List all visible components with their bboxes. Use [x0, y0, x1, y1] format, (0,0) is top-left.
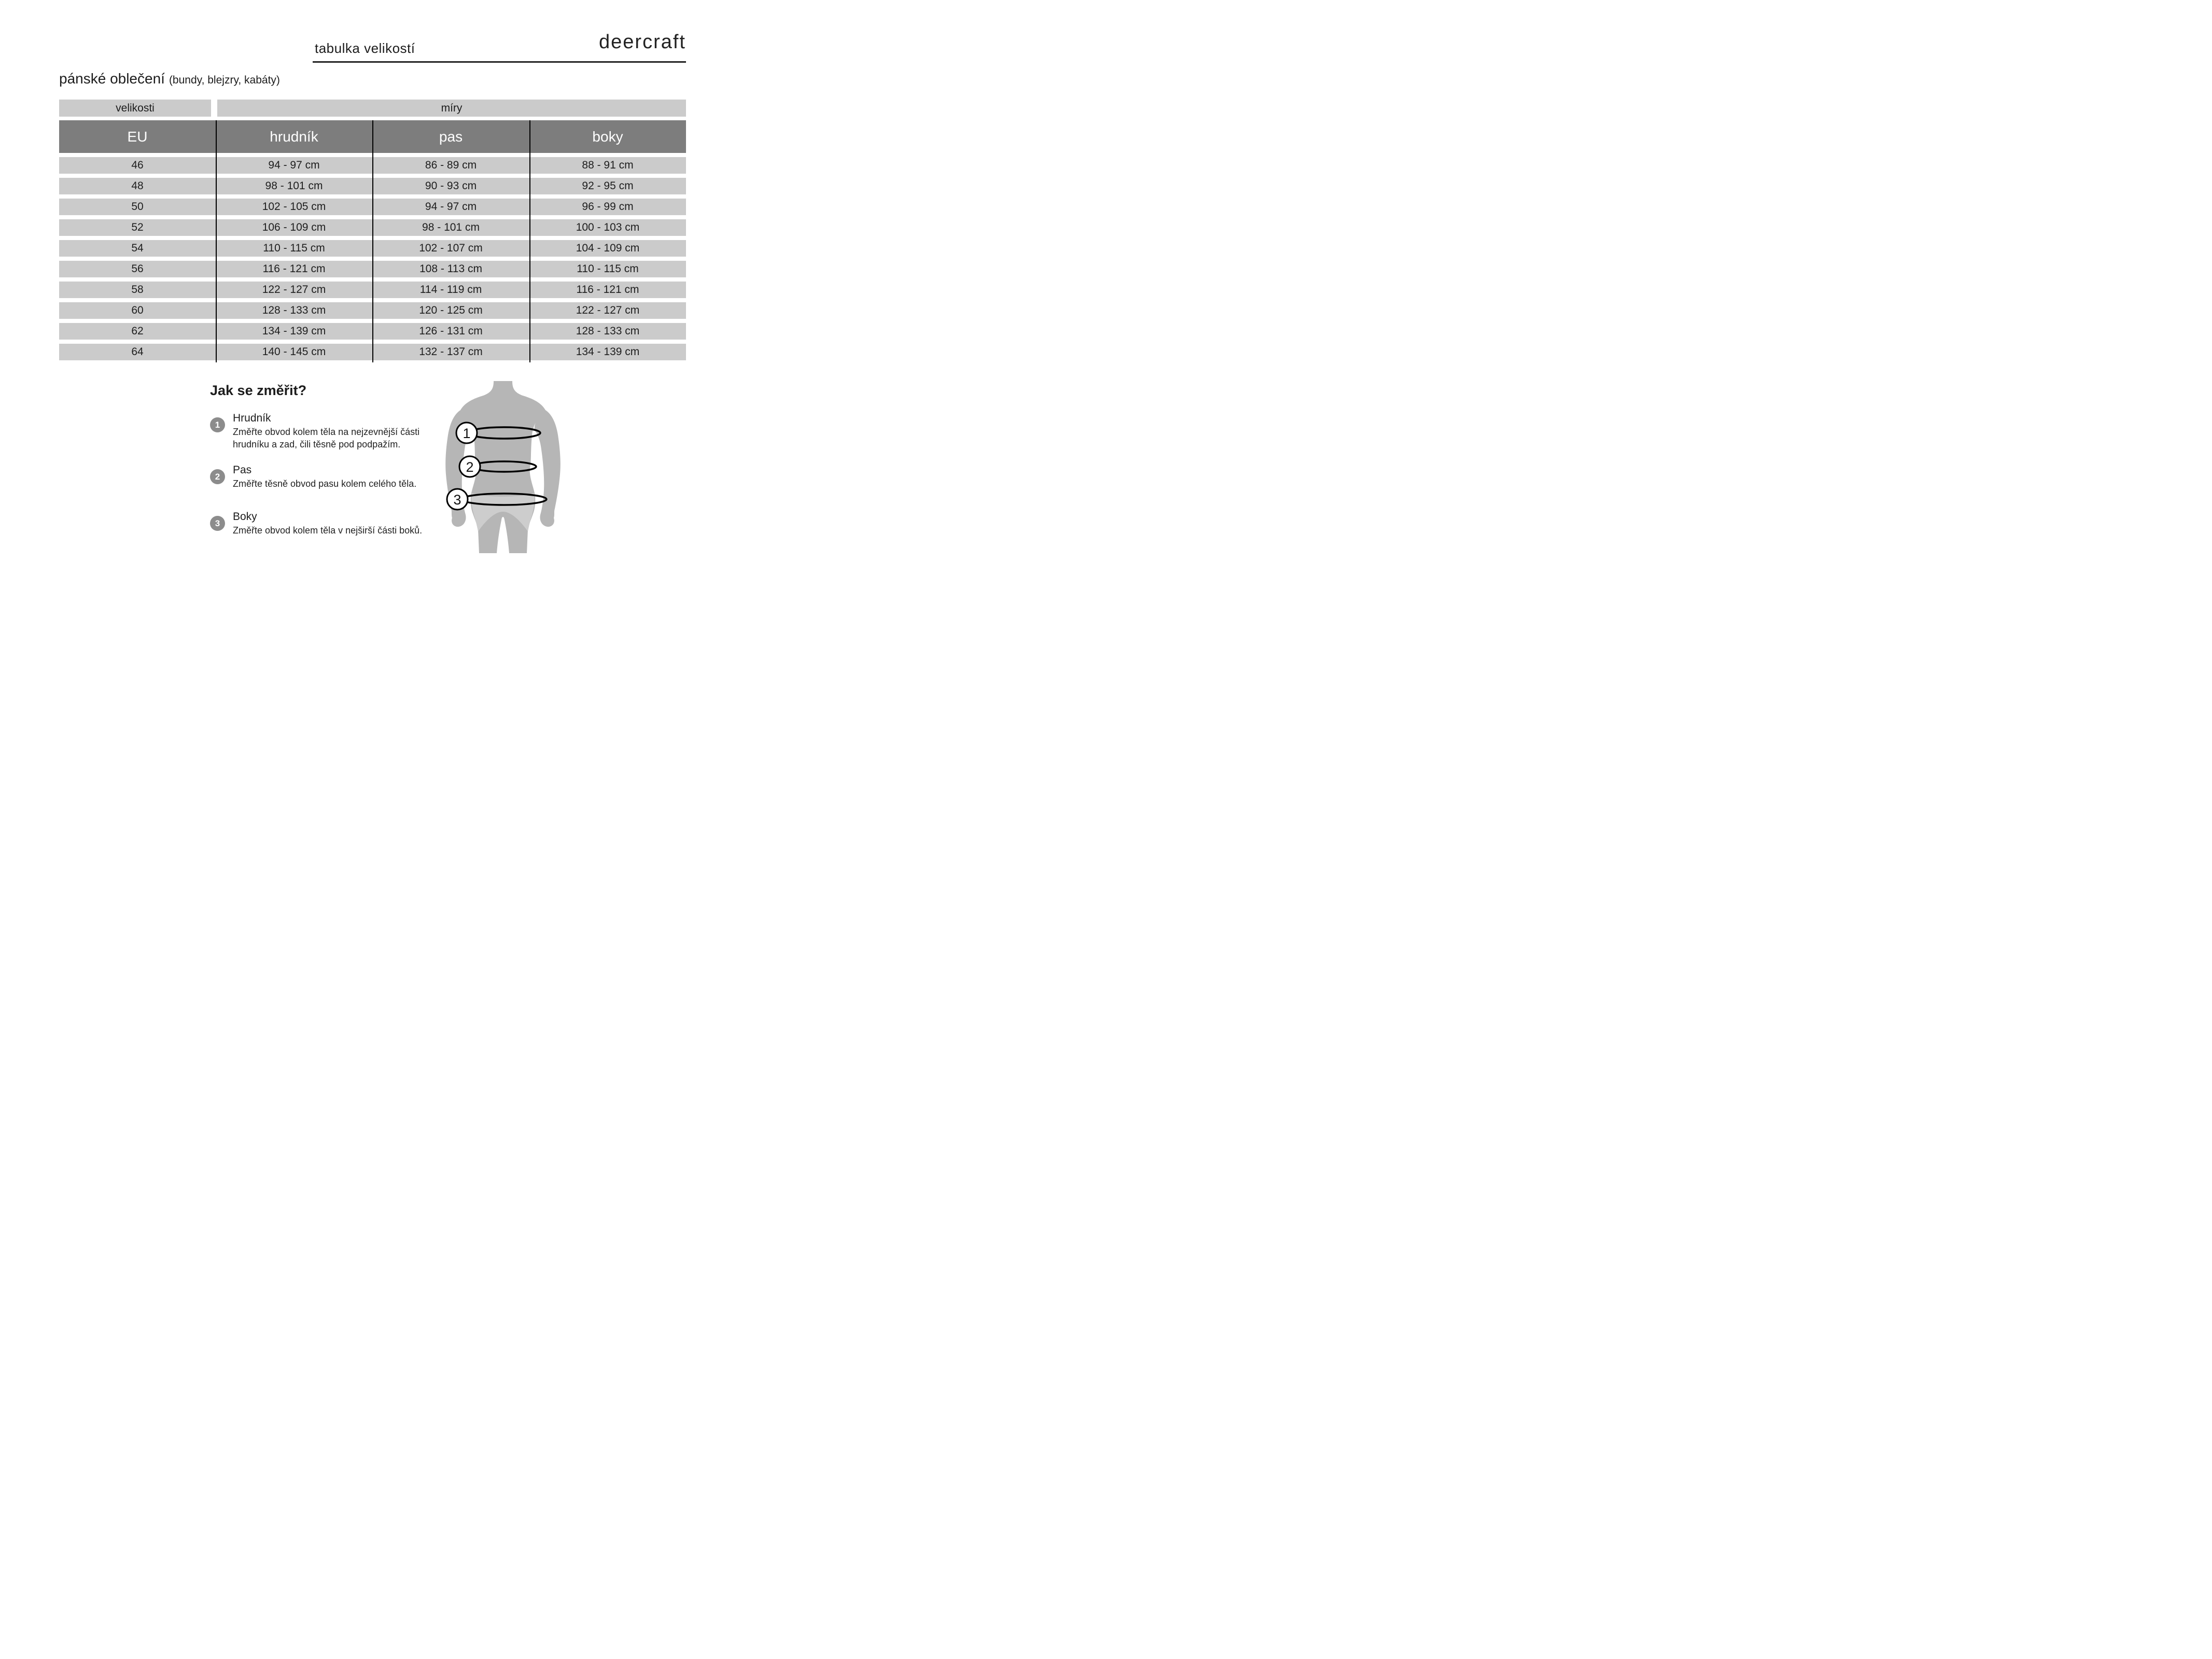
figure-marker-1: 1	[463, 426, 471, 441]
category-note: (bundy, blejzry, kabáty)	[169, 74, 280, 86]
column-divider	[372, 120, 373, 362]
category-subtitle	[59, 71, 280, 87]
table-cell: 122 - 127 cm	[262, 284, 326, 296]
table-cell: 128 - 133 cm	[262, 304, 326, 316]
step-text	[233, 412, 451, 451]
table-cell: 50	[131, 201, 144, 213]
category-name: pánské oblečení	[59, 71, 165, 87]
table-cell: 62	[131, 325, 144, 337]
step-label: Hrudník	[233, 412, 271, 424]
step-description: Změřte obvod kolem těla na nejzevnější části hrudníku a zad, čili těsně pod podpažím.	[233, 427, 420, 450]
guide-step-hrudnik	[210, 412, 451, 451]
table-cell: 98 - 101 cm	[265, 180, 323, 192]
table-cell: 108 - 113 cm	[419, 263, 482, 275]
table-cell: 88 - 91 cm	[582, 159, 634, 171]
column-header-boky: boky	[592, 128, 623, 145]
table-cell: 128 - 133 cm	[576, 325, 640, 337]
table-cell: 94 - 97 cm	[268, 159, 320, 171]
step-3-badge: 3	[210, 516, 225, 531]
step-label: Boky	[233, 511, 257, 523]
step-description: Změřte obvod kolem těla v nejširší části boků.	[233, 525, 423, 536]
group-header-measures: míry	[217, 100, 686, 117]
figure-marker-2: 2	[466, 459, 474, 475]
size-table	[59, 100, 686, 360]
body-silhouette-graphic	[425, 381, 581, 553]
table-cell: 106 - 109 cm	[262, 221, 326, 233]
table-cell: 116 - 121 cm	[262, 263, 326, 275]
table-cell: 122 - 127 cm	[576, 304, 640, 316]
table-cell: 94 - 97 cm	[425, 201, 477, 213]
table-cell: 104 - 109 cm	[576, 242, 640, 254]
table-cell: 100 - 103 cm	[576, 221, 640, 233]
step-description: Změřte těsně obvod pasu kolem celého těla.	[233, 479, 417, 489]
table-cell: 102 - 107 cm	[419, 242, 483, 254]
brand-logo: deercraft	[599, 31, 686, 53]
table-cell: 56	[131, 263, 144, 275]
table-group-header-row	[59, 100, 686, 117]
column-header-eu: EU	[127, 128, 148, 145]
table-cell: 52	[131, 221, 144, 233]
step-text	[233, 511, 451, 537]
group-header-sizes: velikosti	[59, 100, 211, 117]
figure-marker-3: 3	[453, 492, 461, 508]
table-cell: 58	[131, 284, 144, 296]
table-cell: 110 - 115 cm	[577, 263, 639, 275]
step-1-badge: 1	[210, 417, 225, 432]
step-label: Pas	[233, 464, 252, 476]
table-cell: 140 - 145 cm	[262, 346, 326, 358]
table-cell: 46	[131, 159, 144, 171]
table-cell: 116 - 121 cm	[576, 284, 639, 296]
table-cell: 110 - 115 cm	[263, 242, 325, 254]
table-cell: 86 - 89 cm	[425, 159, 477, 171]
table-cell: 134 - 139 cm	[576, 346, 640, 358]
guide-step-pas	[210, 464, 451, 490]
table-cell: 48	[131, 180, 144, 192]
column-header-pas: pas	[439, 128, 463, 145]
table-cell: 90 - 93 cm	[425, 180, 477, 192]
step-2-badge: 2	[210, 469, 225, 484]
size-chart-page	[0, 0, 737, 553]
table-cell: 102 - 105 cm	[262, 201, 326, 213]
column-header-hrudnik: hrudník	[270, 128, 318, 145]
step-text	[233, 464, 451, 490]
table-cell: 126 - 131 cm	[419, 325, 483, 337]
table-cell: 132 - 137 cm	[419, 346, 483, 358]
table-cell: 60	[131, 304, 144, 316]
table-cell: 134 - 139 cm	[262, 325, 326, 337]
table-cell: 64	[131, 346, 144, 358]
guide-step-boky	[210, 511, 451, 537]
guide-title: Jak se změřit?	[210, 383, 307, 398]
right-arm-silhouette	[535, 410, 561, 527]
table-cell: 54	[131, 242, 144, 254]
column-divider	[529, 120, 530, 362]
table-cell: 92 - 95 cm	[582, 180, 634, 192]
body-measurement-figure	[425, 381, 581, 553]
table-cell: 96 - 99 cm	[582, 201, 634, 213]
table-cell: 98 - 101 cm	[422, 221, 480, 233]
header-rule	[313, 61, 686, 63]
table-cell: 114 - 119 cm	[419, 284, 482, 296]
column-divider	[216, 120, 217, 362]
page-title: tabulka velikostí	[315, 40, 415, 56]
table-cell: 120 - 125 cm	[419, 304, 483, 316]
